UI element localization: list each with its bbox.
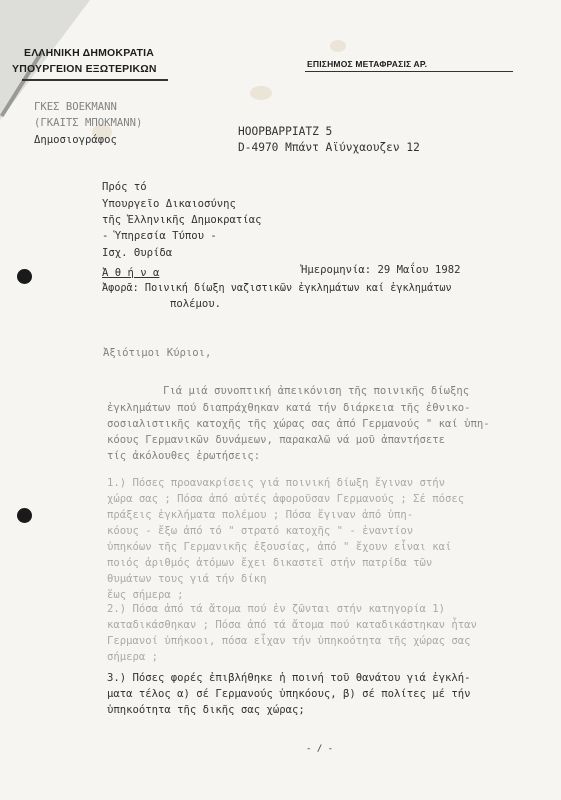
- question-line: ὑπηκόων τῆς Γερμανικῆς ἐξουσίας, ἀπό " ἔχουν εἶναι καί: [107, 541, 452, 553]
- question-line: χώρα σας ; Πόσα ἀπό αὐτές ἀφοροῦσαν Γερμανούς ; Σέ πόσες: [107, 493, 465, 505]
- recipient-line2: τῆς Ἑλληνικῆς Δημοκρατίας: [102, 214, 262, 226]
- sender-address-city: D-4970 Μπάντ Αϊύνχαουζεν 12: [238, 141, 420, 154]
- punch-hole-bottom: [17, 508, 32, 523]
- intro-line: τίς ἀκόλουθες ἐρωτήσεις:: [107, 450, 261, 462]
- punch-hole-top: [17, 269, 32, 284]
- recipient-line4: Ισχ. Θυρίδα: [102, 247, 173, 259]
- letterhead-republic: ΕΛΛΗΝΙΚΗ ΔΗΜΟΚΡΑΤΙΑ: [24, 47, 155, 59]
- subject-line2: πολέμου.: [170, 298, 222, 310]
- question-line: ποιός ἀριθμός ἀτόμων ἔχει δικαστεῖ στήν πατρίδα τῶν: [107, 557, 433, 569]
- question-line: ματα τέλος α) σέ Γερμανούς ὑπηκόους, β) σέ πολίτες μέ τήν: [107, 688, 471, 700]
- subject-line1: Ἀφορᾶ: Ποινική δίωξη ναζιστικῶν ἐγκλημάτων καί ἐγκλημάτων: [102, 283, 452, 294]
- question-line: σήμερα ;: [107, 651, 159, 663]
- recipient-to: Πρός τό: [102, 181, 147, 193]
- question-line: 2.) Πόσα ἀπό τά ἄτομα πού ἐν ζῶνται στήν κατηγορία 1): [107, 603, 446, 615]
- question-line: 3.) Πόσες φορές ἐπιβλήθηκε ἡ ποινή τοῦ θανάτου γιά ἐγκλή-: [107, 672, 471, 684]
- sender-name: ΓΚΕΣ ΒΟΕΚΜΑΝΝ: [34, 101, 117, 113]
- letterhead-ministry: ΥΠΟΥΡΓΕΙΟΝ ΕΞΩΤΕΡΙΚΩΝ: [12, 63, 157, 75]
- letter-date: Ἡμερομηνία: 29 Μαΐου 1982: [301, 264, 461, 276]
- official-translation-rule: [305, 71, 513, 72]
- question-line: ἕως σήμερα ;: [107, 589, 184, 601]
- question-line: ὑπηκοότητα τῆς δικῆς σας χώρας;: [107, 704, 305, 716]
- question-line: 1.) Πόσες προανακρίσεις γιά ποινική δίωξη ἔγιναν στήν: [107, 477, 446, 489]
- paper-stain: [250, 86, 272, 100]
- intro-line: Γιά μιά συνοπτική ἀπεικόνιση τῆς ποινικῆς δίωξης: [163, 385, 470, 397]
- page-continuation-marker: - / -: [306, 744, 334, 754]
- salutation: Ἀξιότιμοι Κύριοι,: [103, 347, 212, 359]
- question-line: θυμάτων τους γιά τήν δίκη: [107, 573, 267, 585]
- question-line: κόους - ἔξω ἀπό τό " στρατό κατοχῆς " - ἐναντίον: [107, 525, 414, 537]
- recipient-line1: Υπουργεῖο Δικαιοσύνης: [102, 198, 236, 210]
- letterhead-rule: [22, 79, 168, 81]
- intro-line: σοσιαλιστικῆς κατοχῆς τῆς χώρας σας ἀπό Γερμανούς " καί ὑπη-: [107, 418, 490, 430]
- sender-role: Δημοσιογράφος: [34, 134, 117, 146]
- intro-line: ἐγκλημάτων πού διαπράχθηκαν κατά τήν διάρκεια τῆς ἐθνικο-: [107, 402, 471, 414]
- official-translation-label: ΕΠΙΣΗΜΟΣ ΜΕΤΑΦΡΑΣΙΣ ΑΡ.: [307, 59, 428, 69]
- intro-line: κόους Γερμανικῶν δυνάμεων, παρακαλῶ νά μοῦ ἀπαντήσετε: [107, 434, 446, 446]
- question-line: πράξεις ἐγκλήματα πολέμου ; Πόσα ἔγιναν ἀπό ὑπη-: [107, 509, 414, 521]
- sender-name-alt: (ΓΚΑΙΤΣ ΜΠΟΚΜΑΝΝ): [34, 117, 143, 129]
- question-line: καταδικάσθηκαν ; Πόσα ἀπό τά ἄτομα πού καταδικάστηκαν ἦταν: [107, 619, 477, 631]
- recipient-line3: - Ὑπηρεσία Τύπου -: [102, 230, 217, 242]
- recipient-city: Ἀ θ ή ν α: [102, 267, 160, 279]
- paper-stain: [330, 40, 346, 52]
- sender-address-street: ΗΟΟΡΒΑΡΡΙΑΤΖ 5: [238, 125, 333, 138]
- question-line: Γερμανοί ὑπήκοοι, πόσα εἶχαν τήν ὑπηκοότητα τῆς χώρας σας: [107, 635, 471, 647]
